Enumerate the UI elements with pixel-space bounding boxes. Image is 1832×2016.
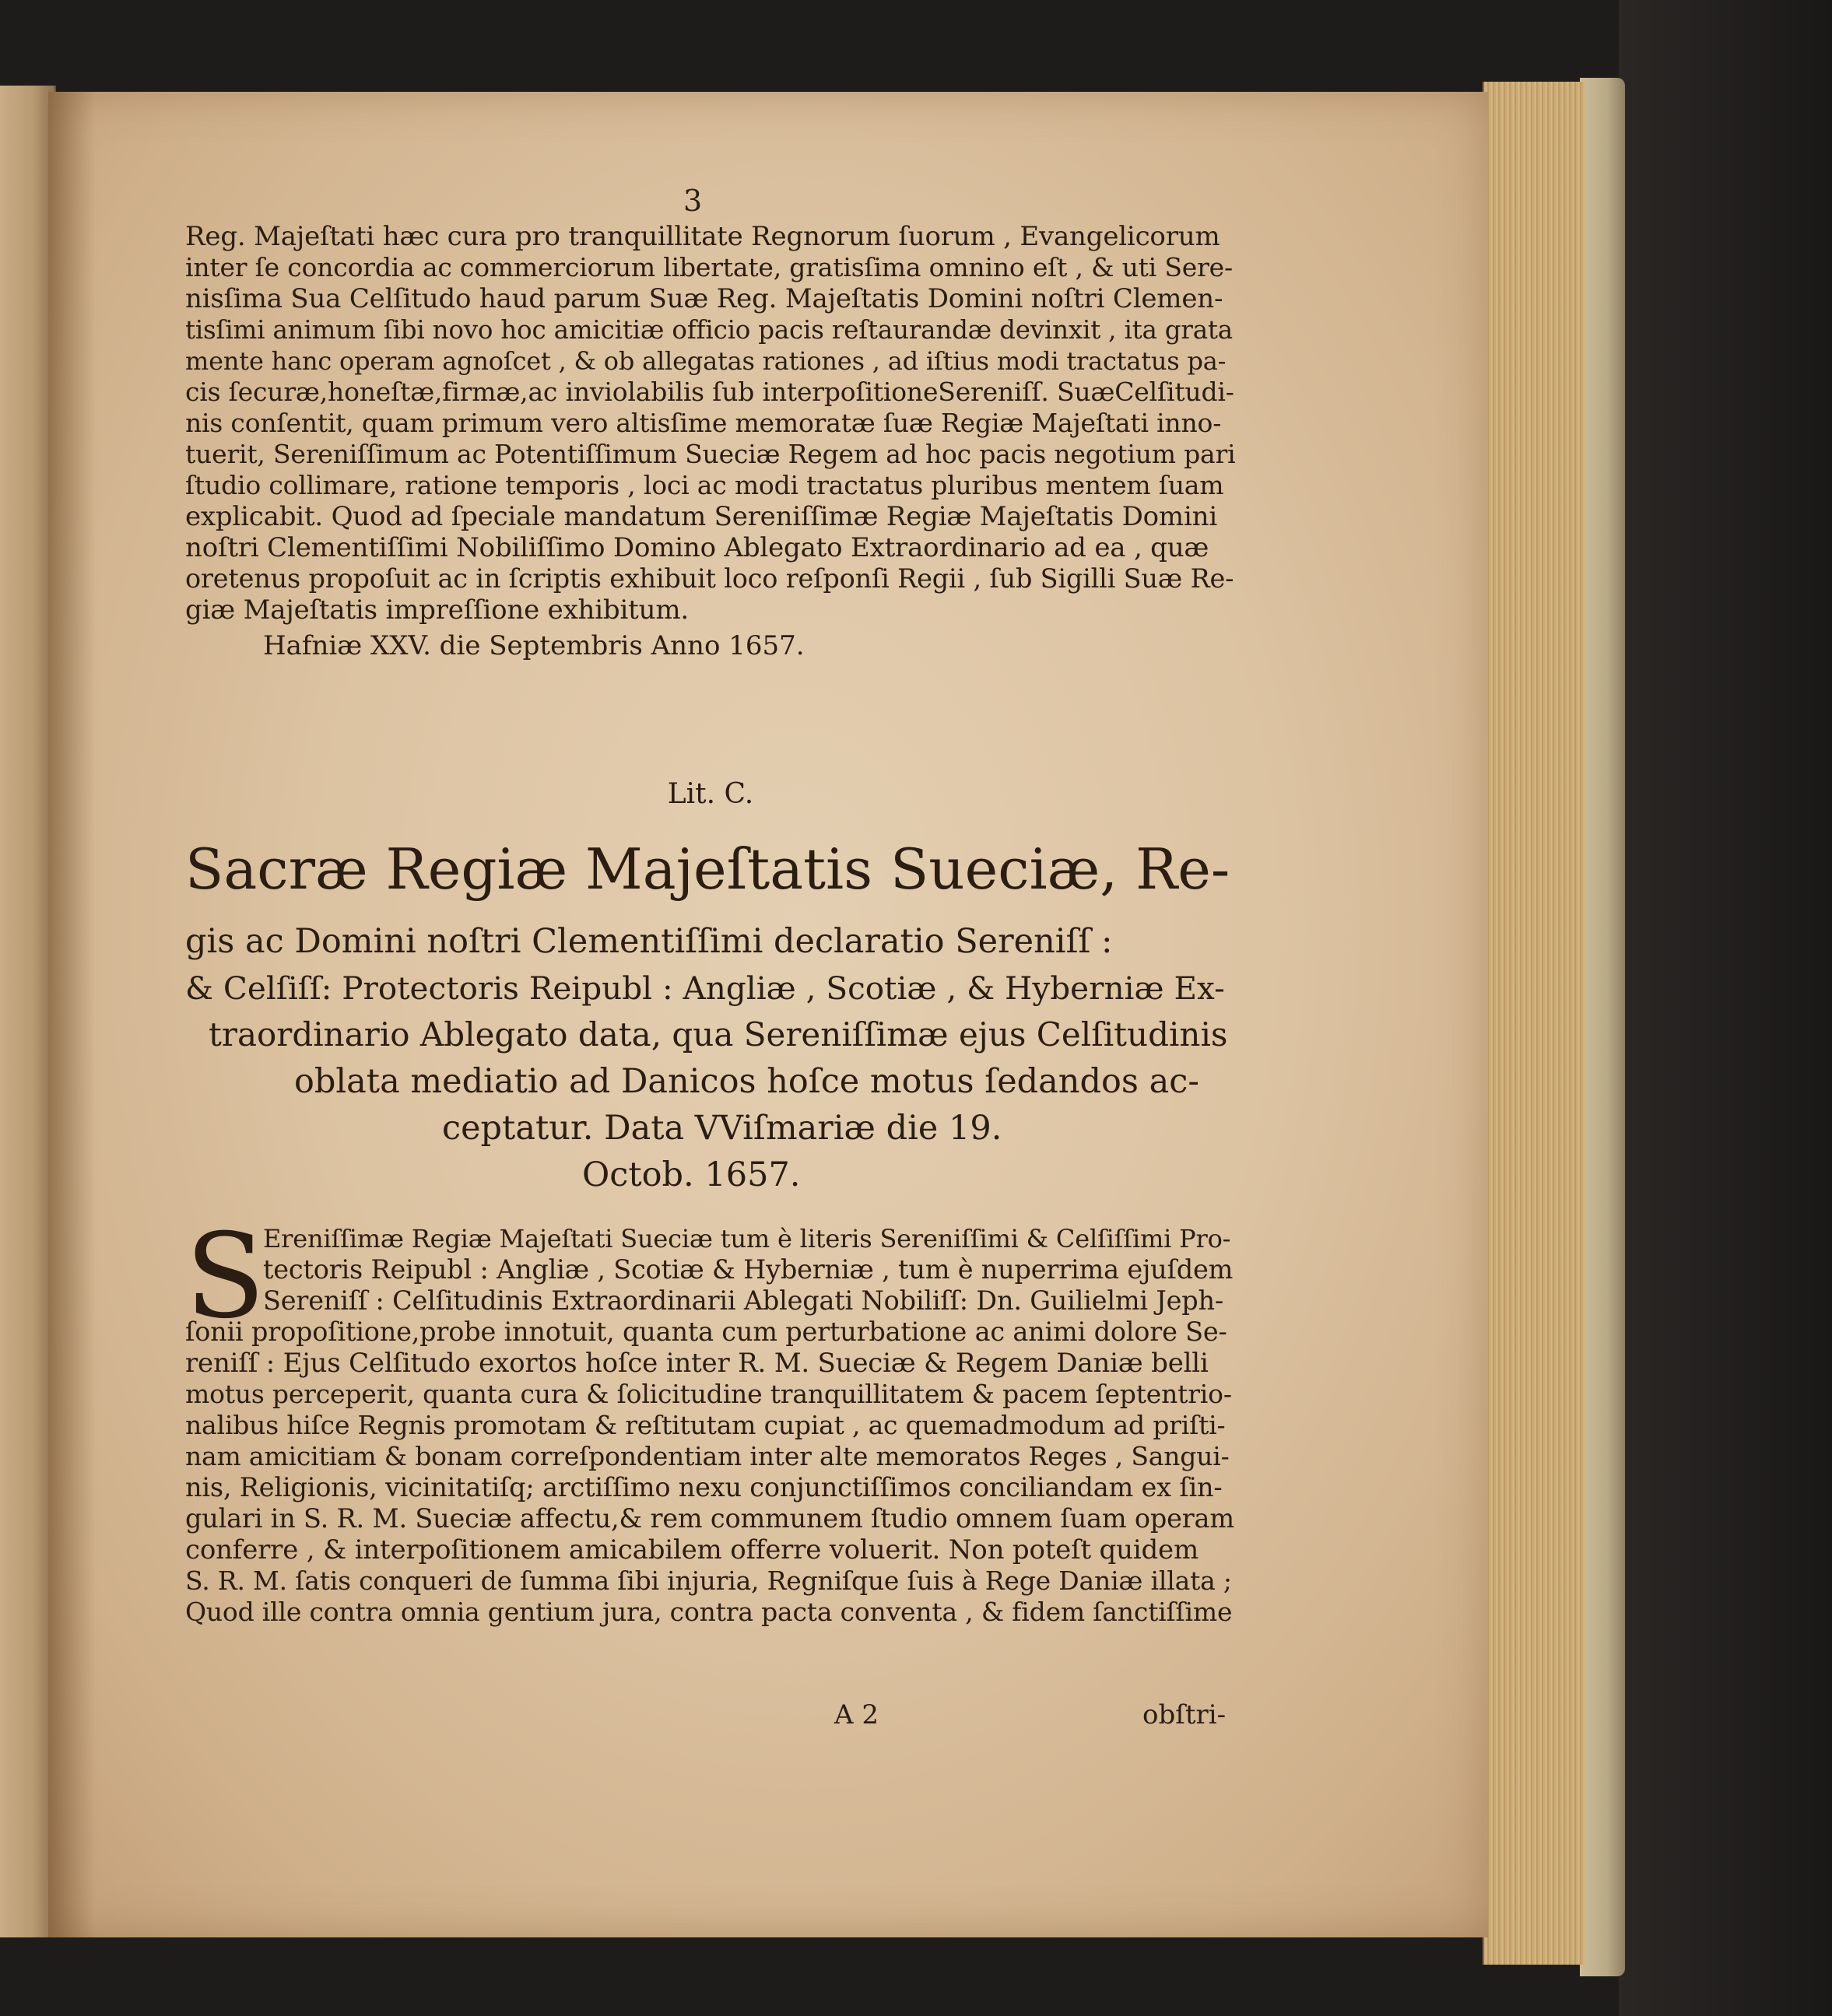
paragraph-line: cis ſecuræ,honeſtæ,firmæ,ac inviolabilis ſub interpoſitioneSereniſſ. SuæCelſitudi- — [185, 377, 1234, 407]
dark-background — [1619, 0, 1832, 2016]
paragraph-line: nalibus hiſce Regnis promotam & reſtitutam cupiat , ac quemadmodum ad priſti- — [185, 1410, 1226, 1440]
paragraph-line: ſtudio collimare, ratione temporis , loci ac modi tractatus pluribus mentem ſuam — [185, 470, 1224, 500]
paragraph-line: mente hanc operam agnoſcet , & ob allegatas rationes , ad iſtius modi tractatus pa- — [185, 346, 1227, 376]
drop-cap: S — [185, 1209, 265, 1345]
catchword: obſtri- — [1142, 1699, 1227, 1730]
paragraph-line: oretenus propoſuit ac in ſcriptis exhibuit loco reſponſi Regii , ſub Sigilli Suæ Re- — [185, 563, 1234, 594]
book-cover-board — [1580, 78, 1625, 1976]
section-label: Lit. C. — [667, 778, 754, 810]
paragraph-line: nis conſentit, quam primum vero altisſime memoratæ ſuæ Regiæ Majeſtati inno- — [185, 408, 1222, 438]
paragraph-line: nisſima Sua Celſitudo haud parum Suæ Reg. Majeſtatis Domini noſtri Clemen- — [185, 283, 1223, 314]
declaration-title: Sacræ Regiæ Majeſtatis Sueciæ, Re- — [185, 836, 1230, 902]
title-line: Octob. 1657. — [582, 1155, 801, 1194]
paragraph-line: gulari in S. R. M. Sueciæ affectu,& rem communem ſtudio omnem ſuam operam — [185, 1503, 1234, 1534]
paragraph-line: Quod ille contra omnia gentium jura, contra pacta conventa , & fidem ſanctiſſime — [185, 1597, 1233, 1627]
paragraph-line: inter ſe concordia ac commerciorum libertate, gratisſima omnino eſt , & uti Sere- — [185, 252, 1233, 282]
gutter-shadow — [48, 92, 95, 1937]
page-number: 3 — [683, 184, 703, 218]
paragraph-line: conferre , & interpoſitionem amicabilem offerre voluerit. Non poteſt quidem — [185, 1534, 1199, 1565]
paragraph-line: tectoris Reipubl : Angliæ , Scotiæ & Hyberniæ , tum è nuperrima ejuſdem — [263, 1254, 1234, 1285]
paragraph-line: explicabit. Quod ad ſpeciale mandatum Sereniſſimæ Regiæ Majeſtatis Domini — [185, 501, 1218, 532]
paragraph-line: tuerit, Sereniſſimum ac Potentiſſimum Sueciæ Regem ad hoc pacis negotium pari — [185, 439, 1236, 469]
title-line: traordinario Ablegato data, qua Sereniſſimæ ejus Celſitudinis — [209, 1015, 1228, 1054]
paragraph-line: nis, Religionis, vicinitatiſq; arctiſſimo nexu conjunctiſſimos conciliandam ex ſin- — [185, 1472, 1223, 1502]
title-line: & Celſiſſ: Protectoris Reipubl : Angliæ , Scotiæ , & Hyberniæ Ex- — [185, 969, 1225, 1007]
paragraph-line: noſtri Clementiſſimi Nobiliſſimo Domino Ablegato Extraordinario ad ea , quæ — [185, 532, 1209, 563]
title-line: ceptatur. Data VViſmariæ die 19. — [442, 1109, 1002, 1148]
paragraph-line: ſonii propoſitione,probe innotuit, quanta cum perturbatione ac animi dolore Se- — [185, 1317, 1227, 1347]
paragraph-line: Sereniſſ : Celſitudinis Extraordinarii Ablegati Nobiliſſ: Dn. Guilielmi Jeph- — [263, 1285, 1223, 1316]
signature-mark: A 2 — [834, 1699, 879, 1730]
date-line: Hafniæ XXV. die Septembris Anno 1657. — [263, 630, 805, 661]
title-line: oblata mediatio ad Danicos hoſce motus ſedandos ac- — [294, 1062, 1199, 1101]
paragraph-line: Ereniſſimæ Regiæ Majeſtati Sueciæ tum è literis Sereniſſimi & Celſiſſimi Pro- — [263, 1224, 1231, 1253]
page-fore-edge — [1483, 82, 1585, 1965]
paragraph-line: tisſimi animum ſibi novo hoc amicitiæ officio pacis reſtaurandæ devinxit , ita grata — [185, 315, 1233, 345]
paragraph-line: Reg. Majeſtati hæc cura pro tranquillitate Regnorum ſuorum , Evangelicorum — [185, 221, 1220, 252]
title-line: gis ac Domini noſtri Clementiſſimi declaratio Sereniſſ : — [185, 922, 1113, 961]
paragraph-line: reniſſ : Ejus Celſitudo exortos hoſce inter R. M. Sueciæ & Regem Daniæ belli — [185, 1348, 1209, 1379]
paragraph-line: giæ Majeſtatis impreſſione exhibitum. — [185, 594, 689, 626]
paragraph-line: S. R. M. ſatis conqueri de ſumma ſibi injuria, Regniſque ſuis à Rege Daniæ illata ; — [185, 1565, 1232, 1596]
paragraph-line: motus perceperit, quanta cura & ſolicitudine tranquillitatem & pacem ſeptentrio- — [185, 1379, 1232, 1409]
paragraph-line: nam amicitiam & bonam correſpondentiam inter alte memoratos Reges , Sangui- — [185, 1441, 1230, 1471]
